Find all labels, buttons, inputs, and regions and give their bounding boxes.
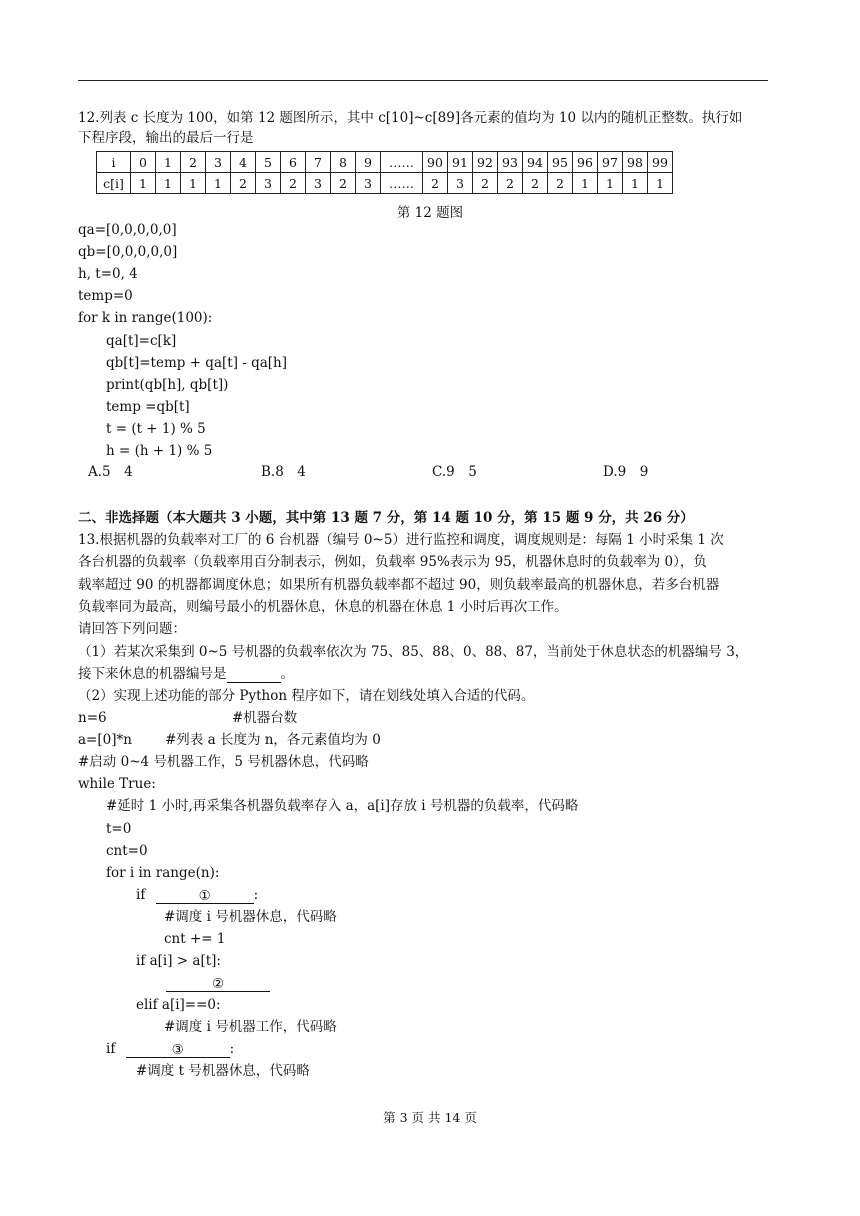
answer-blank-1[interactable] [227,666,281,683]
code-if1-colon: : [253,887,259,903]
q13-sub1-prefix: 接下来休息的机器编号是 [78,666,227,682]
code-if2-line: if a[i] > a[t]: [136,953,221,969]
q12-option-a: A.5 4 [88,464,133,480]
table-cell-c: 2 [548,173,573,194]
code-delay-comment: #延时 1 小时,再采集各机器负载率存入 a，a[i]存放 i 号机器的负载率，代码略 [106,798,579,814]
q13-para-line1: 13.根据机器的负载率对工厂的 6 台机器（编号 0~5）进行监控和调度，调度规则是：每隔 1 小时采集 1 次 [78,532,724,548]
code-elif-line: elif a[i]==0: [136,997,221,1013]
blank-marker-3: ③ [171,1042,184,1058]
answer-blank-circle-1[interactable] [156,887,254,904]
table-cell-c: 1 [573,173,598,194]
code-while-line: while True: [78,776,156,792]
table-cell-i: 99 [648,152,673,173]
table-cell-i: 92 [473,152,498,173]
q12-code-line: h, t=0, 4 [78,266,138,282]
table-cell-c: 2 [231,173,256,194]
page-footer: 第 3 页 共 14 页 [383,1110,477,1125]
table-cell-i: 98 [623,152,648,173]
q13-sub1-suffix: 。 [280,666,294,682]
q13-para-line2: 各台机器的负载率（负载率用百分制表示，例如，负载率 95%表示为 95，机器休息时的负载率为 0），负 [78,554,707,570]
answer-blank-circle-2[interactable] [166,975,270,992]
code-blank2-line [166,974,270,992]
table-cell-i: 6 [281,152,306,173]
q12-figure-caption: 第 12 题图 [396,205,464,221]
table-cell-i: 0 [131,152,156,173]
q13-prompt: 请回答下列问题： [78,621,186,637]
table-cell-c: 1 [648,173,673,194]
table-cell-i: 4 [231,152,256,173]
code-if1-keyword: if [136,887,146,903]
code-if1-line [136,886,258,904]
table-cell-i: 90 [423,152,448,173]
q12-code-line: qa[t]=c[k] [106,333,177,349]
table-cell-i: 7 [306,152,331,173]
table-cell-c: 1 [181,173,206,194]
q13-sub1-line1: （1）若某次采集到 0~5 号机器的负载率依次为 75、85、88、0、88、87，当前处于休息状态的机器编号 3， [78,644,749,660]
q13-sub2: （2）实现上述功能的部分 Python 程序如下，请在划线处填入合适的代码。 [78,688,535,704]
q12-code-line: h = (h + 1) % 5 [106,443,213,459]
q12-option-c: C.9 5 [432,464,477,480]
table-row-i [97,152,673,173]
table-cell-i: 94 [523,152,548,173]
code-n-line: n=6 [78,710,107,726]
table-cell-i: 93 [498,152,523,173]
table-cell-c: 1 [156,173,181,194]
table-cell-c: 2 [498,173,523,194]
table-cell-i: 91 [448,152,473,173]
table-cell-i: 2 [181,152,206,173]
table-cell-c: 2 [423,173,448,194]
code-a-comment: #列表 a 长度为 n，各元素值均为 0 [165,732,381,748]
table-cell-i: 97 [598,152,623,173]
table-cell-c: 1 [131,173,156,194]
q12-code-line: temp=0 [78,288,133,304]
table-cell-c: 3 [356,173,381,194]
code-n-comment: #机器台数 [232,710,298,726]
code-if3-line [106,1040,234,1058]
header-rule [78,80,768,81]
q12-code-line: qa=[0,0,0,0,0] [78,222,177,238]
answer-blank-circle-3[interactable] [126,1041,230,1058]
blank-marker-1: ① [198,888,211,904]
table-cell-c: …… [381,173,423,194]
table-cell-i: 96 [573,152,598,173]
code-rest-t-comment: #调度 t 号机器休息，代码略 [136,1063,310,1079]
table-cell-i: 3 [206,152,231,173]
code-a-line: a=[0]*n [78,732,132,748]
q12-table [96,151,673,194]
table-cell-c: 1 [623,173,648,194]
q13-para-line3: 载率超过 90 的机器都调度休息；如果所有机器负载率都不超过 90，则负载率最高的机器休息，若多台机器 [78,577,720,593]
table-cell-c: 2 [281,173,306,194]
table-cell-i: …… [381,152,423,173]
code-if3-colon: : [229,1041,235,1057]
code-for-line: for i in range(n): [106,865,220,881]
q12-option-d: D.9 9 [603,464,649,480]
code-cnt-line: cnt=0 [106,843,148,859]
table-cell-c: 1 [598,173,623,194]
table-cell-i: 95 [548,152,573,173]
q13-para-line4: 负载率同为最高，则编号最小的机器休息，休息的机器在休息 1 小时后再次工作。 [78,599,568,615]
table-cell-i: 8 [331,152,356,173]
table-cell-i: 5 [256,152,281,173]
blank-marker-2: ② [211,976,225,992]
code-rest-comment: #调度 i 号机器休息，代码略 [164,909,337,925]
code-work-comment: #调度 i 号机器工作，代码略 [164,1019,337,1035]
table-row-c [97,173,673,194]
table-cell-i: 9 [356,152,381,173]
code-if3-keyword: if [106,1041,116,1057]
section2-heading: 二、非选择题（本大题共 3 小题，其中第 13 题 7 分，第 14 题 10 分，第 15 题 9 分，共 26 分） [78,510,694,526]
q12-code-line: for k in range(100): [78,310,213,326]
table-cell-c: c[i] [97,173,131,194]
table-cell-i: 1 [156,152,181,173]
code-cnt-inc: cnt += 1 [164,931,226,947]
q12-text-line1: 12.列表 c 长度为 100，如第 12 题图所示，其中 c[10]~c[89]各元素的值均为 10 以内的随机正整数。执行如 [78,110,743,126]
q12-code-line: temp =qb[t] [106,399,190,415]
table-cell-c: 3 [448,173,473,194]
q12-code-line: qb[t]=temp + qa[t] - qa[h] [106,355,288,371]
q12-code-line: qb=[0,0,0,0,0] [78,244,178,260]
table-cell-c: 2 [473,173,498,194]
table-cell-c: 3 [256,173,281,194]
q12-code-line: t = (t + 1) % 5 [106,421,206,437]
code-t-line: t=0 [106,821,132,837]
table-cell-i: i [97,152,131,173]
table-cell-c: 2 [331,173,356,194]
table-cell-c: 1 [206,173,231,194]
code-start-comment: #启动 0~4 号机器工作，5 号机器休息，代码略 [78,754,369,770]
q12-text-line2: 下程序段，输出的最后一行是 [78,130,254,146]
q12-code-line: print(qb[h], qb[t]) [106,377,229,393]
table-cell-c: 3 [306,173,331,194]
q13-sub1-line2 [78,665,294,683]
q12-option-b: B.8 4 [261,464,306,480]
table-cell-c: 2 [523,173,548,194]
